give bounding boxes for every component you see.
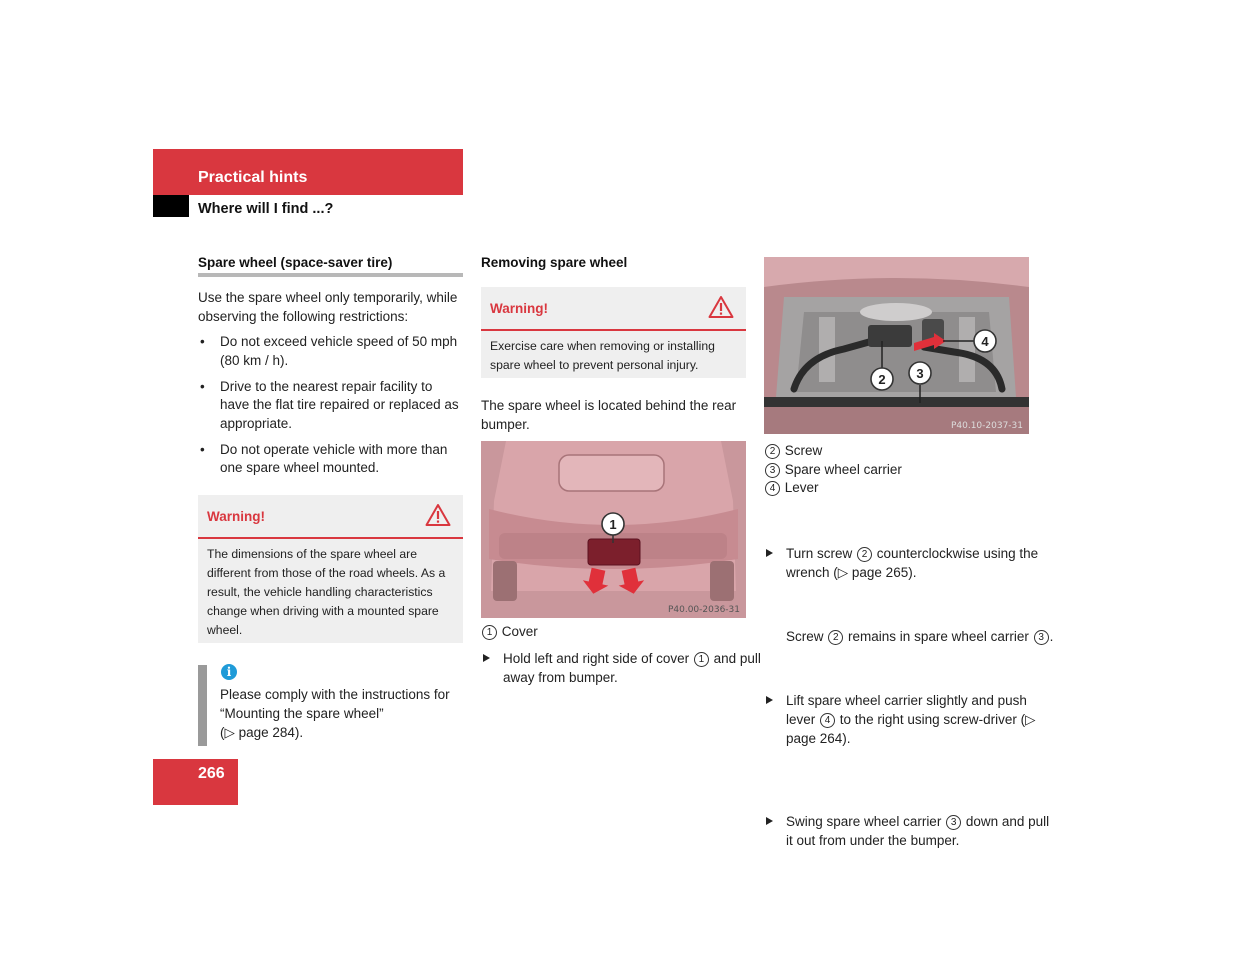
warning-box-left <box>198 495 463 643</box>
step-arrow-icon <box>766 549 773 557</box>
info-bar <box>198 665 207 746</box>
left-column-title: Spare wheel (space-saver tire) <box>198 255 393 270</box>
callout-marker: 3 <box>1034 630 1049 645</box>
title-rule <box>198 273 463 277</box>
info-note <box>220 685 465 742</box>
warning-label: Warning! <box>207 509 265 524</box>
step-note-screw: Screw 2 remains in spare wheel carrier 3 . <box>786 629 1054 644</box>
restrictions-list <box>198 333 463 485</box>
legend-item-cover <box>481 623 538 642</box>
middle-column-title: Removing spare wheel <box>481 255 628 270</box>
callout-marker: 3 <box>765 463 780 478</box>
warning-label: Warning! <box>490 301 548 316</box>
location-text: The spare wheel is located behind the rear bumper. <box>481 398 737 432</box>
callout-marker: 3 <box>946 815 961 830</box>
warning-triangle-icon <box>425 503 451 527</box>
rear-bumper-figure <box>481 441 746 618</box>
carrier-legend <box>764 442 1029 498</box>
info-page-ref[interactable]: (▷ page 284). <box>220 725 304 740</box>
legend-label: Lever <box>784 480 819 495</box>
step-arrow-icon <box>766 817 773 825</box>
step-push-lever: Lift spare wheel carrier slightly and push lever 4 to the right using screw-driver (▷ page 264). <box>764 691 1054 748</box>
legend-label: Spare wheel carrier <box>784 461 902 477</box>
warning-text: Exercise care when removing or installing spare wheel to prevent personal injury. <box>490 339 715 372</box>
page-number: 266 <box>198 765 225 782</box>
list-item: • Drive to the nearest repair facility to have the flat tire repaired or replaced as appropriate. <box>198 378 463 434</box>
callout-marker: 1 <box>694 652 709 667</box>
warning-header <box>481 287 746 331</box>
warning-text: The dimensions of the spare wheel are different from those of the road wheels. As a result, the vehicle handling characteristics change when driving with a mounted spare wheel. <box>207 547 446 637</box>
figure-callout-2: 2 <box>878 372 886 387</box>
callout-marker: 4 <box>765 481 780 496</box>
figure-callout-1: 1 <box>609 517 617 532</box>
header-tab-marker <box>153 195 189 217</box>
figure-code: P40.00-2036-31 <box>667 605 740 615</box>
left-intro <box>198 288 463 326</box>
callout-marker: 4 <box>820 713 835 728</box>
legend-item-screw <box>764 442 1029 461</box>
figure-code: P40.10-2037-31 <box>950 421 1023 431</box>
figure-callout-3: 3 <box>916 366 924 381</box>
page-number-box <box>153 759 238 805</box>
callout-marker: 2 <box>857 547 872 562</box>
warning-triangle-icon <box>708 295 734 319</box>
list-item: • Do not operate vehicle with more than one spare wheel mounted. <box>198 441 463 478</box>
location-note <box>481 396 746 434</box>
step-remove-cover: Hold left and right side of cover 1 and pull away from bumper. <box>481 649 768 687</box>
section-title: Practical hints <box>198 169 308 186</box>
legend-label: Screw <box>784 443 823 458</box>
step-swing-carrier: Swing spare wheel carrier 3 down and pull it out from under the bumper. <box>764 812 1054 850</box>
warning-header <box>198 495 463 539</box>
intro-text: Use the spare wheel only temporarily, while observing the following restrictions: <box>198 290 458 324</box>
legend-label: Cover <box>501 624 538 639</box>
list-item: • Do not exceed vehicle speed of 50 mph (80 km / h). <box>198 333 463 370</box>
callout-marker: 2 <box>765 444 780 459</box>
info-icon: i <box>221 664 237 680</box>
legend-item-lever <box>764 479 1029 498</box>
spare-wheel-carrier-figure <box>764 257 1029 434</box>
rear-bumper-illustration <box>481 441 746 618</box>
step-turn-screw: Turn screw 2 counterclockwise using the wrench (▷ page 265). <box>764 544 1054 582</box>
legend-item-carrier <box>764 461 1029 480</box>
info-text: Please comply with the instructions for “Mounting the spare wheel” <box>220 687 450 721</box>
callout-marker: 1 <box>482 625 497 640</box>
subsection-title: Where will I find ...? <box>198 201 334 217</box>
callout-marker: 2 <box>828 630 843 645</box>
warning-box-middle <box>481 287 746 378</box>
step-arrow-icon <box>766 696 773 704</box>
figure-callout-4: 4 <box>981 334 989 349</box>
step-arrow-icon <box>483 654 490 662</box>
carrier-illustration <box>764 257 1029 434</box>
